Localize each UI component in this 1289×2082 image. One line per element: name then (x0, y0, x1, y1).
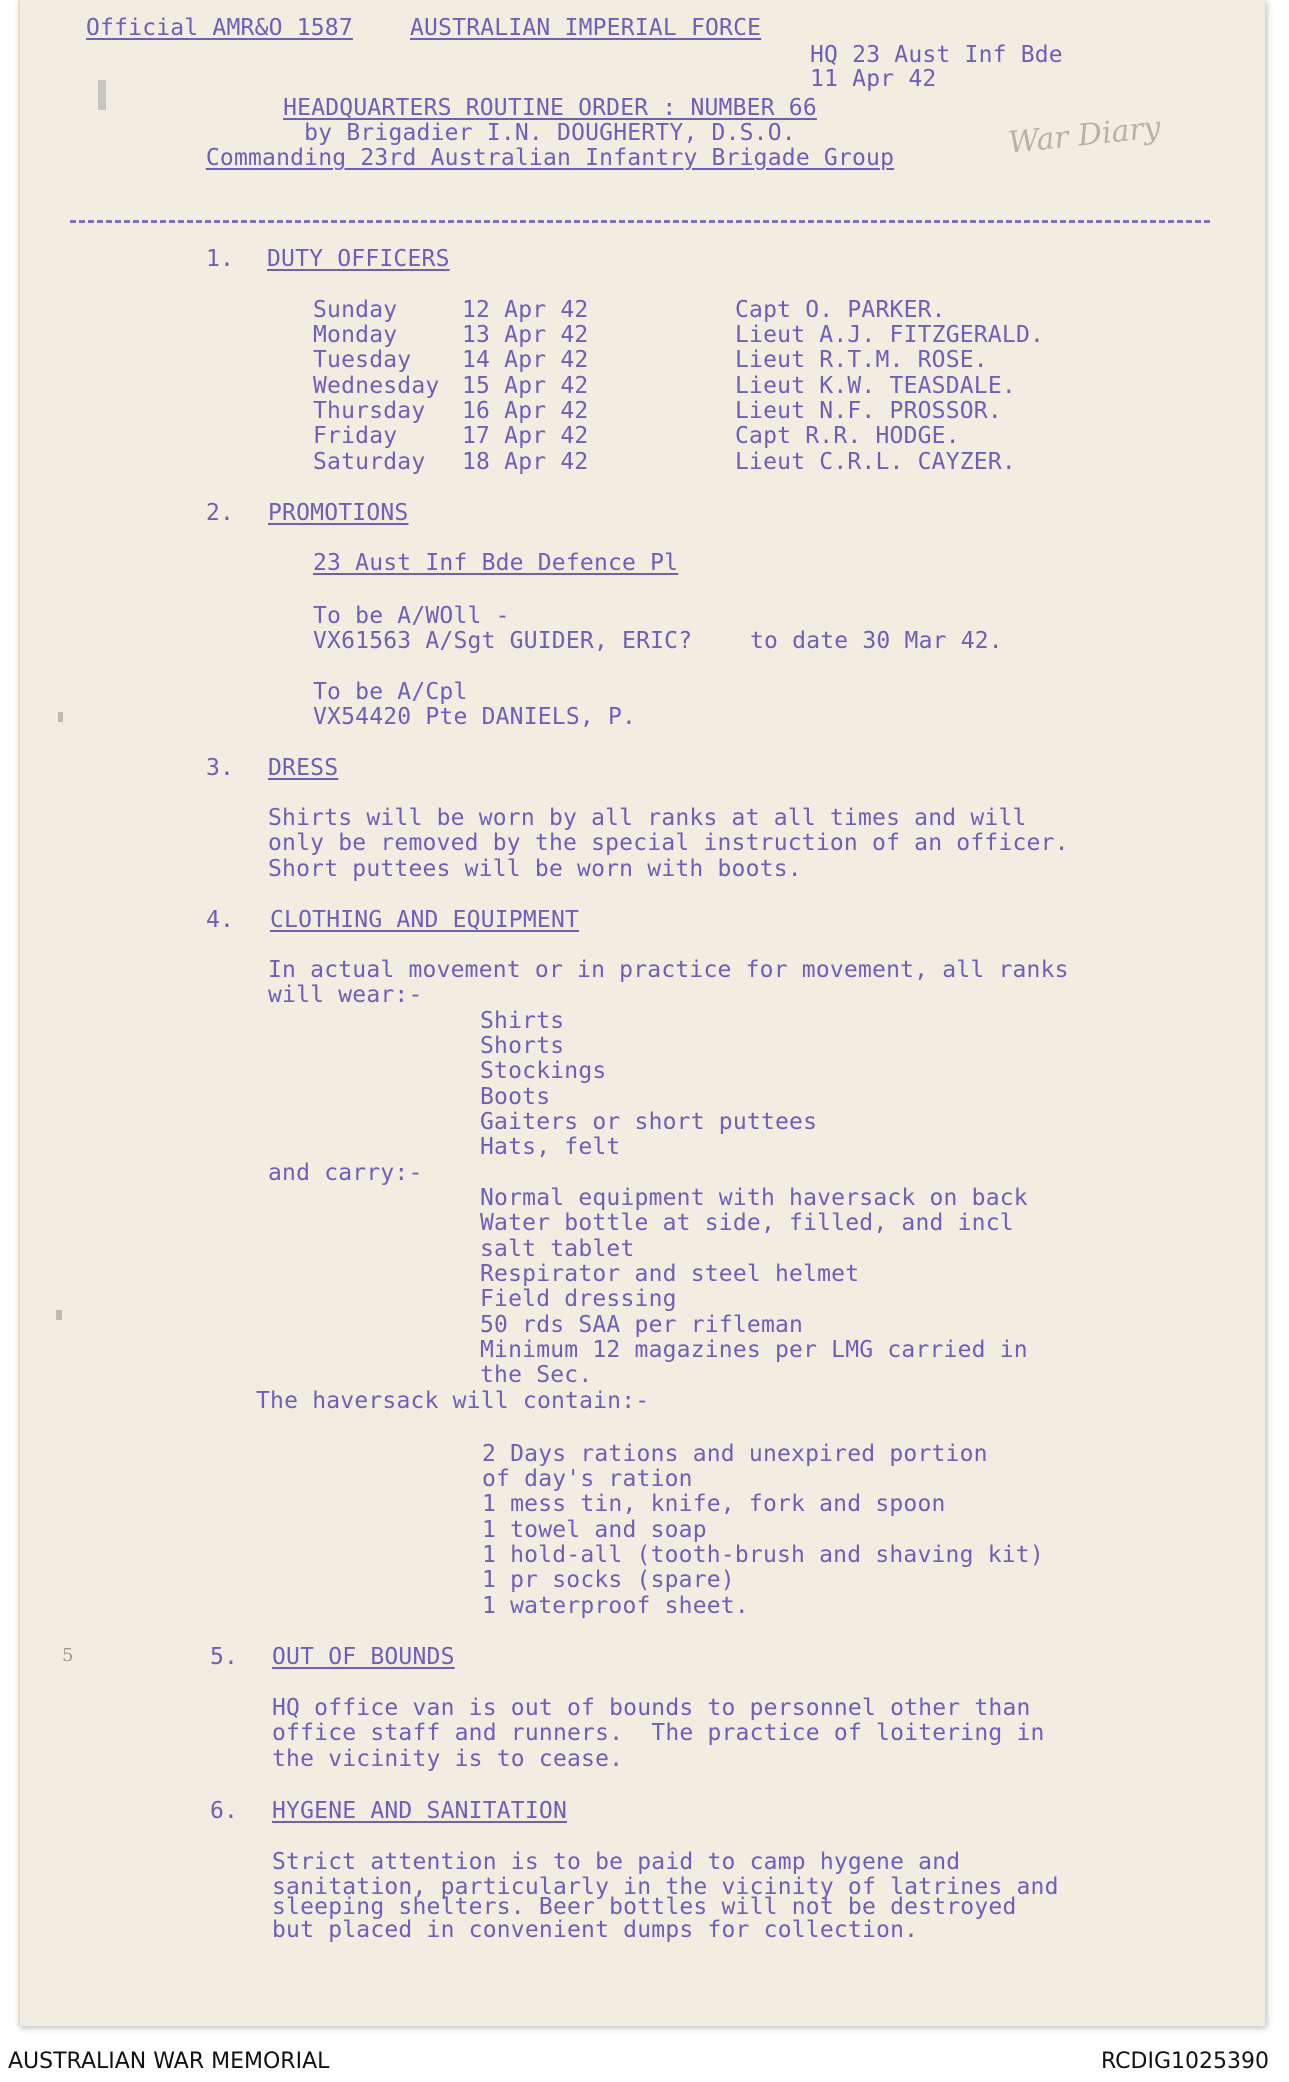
roster-day: Monday (313, 322, 398, 348)
commanding-line: Commanding 23rd Australian Infantry Brigade Group (205, 145, 895, 171)
section-title-out-of-bounds: OUT OF BOUNDS (272, 1644, 455, 1670)
dress-text-line: only be removed by the special instruction of an officer. (268, 830, 1069, 856)
section-number: 2. (206, 500, 235, 526)
roster-day: Saturday (313, 449, 426, 475)
roster-date: 15 Apr 42 (462, 373, 589, 399)
section-title-clothing: CLOTHING AND EQUIPMENT (270, 907, 580, 933)
wear-item: Gaiters or short puttees (480, 1109, 818, 1135)
haversack-item: 1 hold-all (tooth-brush and shaving kit) (482, 1542, 1044, 1568)
pencil-annotation: War Diary (1006, 110, 1163, 161)
punch-mark (98, 80, 106, 110)
promotion-effective-date: to date 30 Mar 42. (750, 628, 1003, 654)
dress-text-line: Short puttees will be worn with boots. (268, 856, 802, 882)
roster-day: Thursday (313, 398, 426, 424)
roster-day: Wednesday (313, 373, 440, 399)
wear-item: Shirts (480, 1008, 565, 1034)
archive-identifier: RCDIG1025390 (1100, 2049, 1269, 2074)
roster-day: Tuesday (313, 347, 412, 373)
roster-officer: Lieut A.J. FITZGERALD. (735, 322, 1045, 348)
hq-location: HQ 23 Aust Inf Bde (810, 42, 1063, 68)
brigadier-line: by Brigadier I.N. DOUGHERTY, D.S.O. (304, 120, 796, 146)
bounds-text-line: the vicinity is to cease. (272, 1746, 624, 1772)
roster-officer: Lieut K.W. TEASDALE. (735, 373, 1016, 399)
archive-credit: AUSTRALIAN WAR MEMORIAL (8, 2049, 330, 2074)
force-name: AUSTRALIAN IMPERIAL FORCE (410, 15, 762, 41)
clothing-intro-line: will wear:- (268, 982, 423, 1008)
official-reference: Official AMR&O 1587 (86, 15, 353, 41)
haversack-item: 1 towel and soap (482, 1517, 707, 1543)
roster-officer: Lieut C.R.L. CAYZER. (735, 449, 1016, 475)
promotion-unit: 23 Aust Inf Bde Defence Pl (313, 550, 679, 576)
carry-item: Field dressing (480, 1286, 677, 1312)
section-title-duty-officers: DUTY OFFICERS (267, 246, 450, 272)
hygiene-text-line: sleeping shelters. Beer bottles will not be destroyed (272, 1894, 1017, 1920)
promotion-name: VX54420 Pte DANIELS, P. (313, 704, 637, 730)
promotion-name: VX61563 A/Sgt GUIDER, ERIC? (313, 628, 693, 654)
roster-date: 16 Apr 42 (462, 398, 589, 424)
wear-item: Hats, felt (480, 1134, 621, 1160)
roster-date: 18 Apr 42 (462, 449, 589, 475)
roster-officer: Capt R.R. HODGE. (735, 423, 960, 449)
clothing-intro-line: In actual movement or in practice for movement, all ranks (268, 957, 1069, 983)
carry-item: Normal equipment with haversack on back (480, 1185, 1028, 1211)
carry-item: Water bottle at side, filled, and incl (480, 1210, 1014, 1236)
bounds-text-line: office staff and runners. The practice of loitering in (272, 1720, 1045, 1746)
carry-item: the Sec. (480, 1362, 593, 1388)
section-number: 3. (206, 755, 235, 781)
roster-officer: Lieut N.F. PROSSOR. (735, 398, 1002, 424)
carry-item: Respirator and steel helmet (480, 1261, 860, 1287)
haversack-item: 1 mess tin, knife, fork and spoon (482, 1491, 946, 1517)
roster-officer: Capt O. PARKER. (735, 297, 946, 323)
hygiene-text-line: sanitation, particularly in the vicinity of latrines and (272, 1874, 1059, 1900)
section-number: 1. (206, 246, 235, 272)
section-number: 6. (210, 1798, 239, 1824)
haversack-item: 2 Days rations and unexpired portion (482, 1441, 988, 1467)
roster-date: 13 Apr 42 (462, 322, 589, 348)
carry-item: Minimum 12 magazines per LMG carried in (480, 1337, 1028, 1363)
promotion-heading: To be A/Cpl (313, 679, 468, 705)
roster-date: 12 Apr 42 (462, 297, 589, 323)
wear-item: Boots (480, 1084, 551, 1110)
roster-date: 17 Apr 42 (462, 423, 589, 449)
dress-text-line: Shirts will be worn by all ranks at all times and will (268, 805, 1027, 831)
section-number: 5. (210, 1644, 239, 1670)
hygiene-text-line: but placed in convenient dumps for collection. (272, 1917, 919, 1943)
wear-item: Shorts (480, 1033, 565, 1059)
header-divider (70, 220, 1210, 223)
wear-item: Stockings (480, 1058, 607, 1084)
section-title-dress: DRESS (268, 755, 339, 781)
punch-mark (56, 1310, 62, 1320)
section-title-hygiene: HYGENE AND SANITATION (272, 1798, 567, 1824)
bounds-text-line: HQ office van is out of bounds to personnel other than (272, 1695, 1031, 1721)
hygiene-text-line: Strict attention is to be paid to camp hygene and (272, 1849, 961, 1875)
roster-date: 14 Apr 42 (462, 347, 589, 373)
section-number: 4. (206, 907, 235, 933)
order-date: 11 Apr 42 (810, 66, 937, 92)
carry-item: 50 rds SAA per rifleman (480, 1312, 804, 1338)
haversack-item: 1 waterproof sheet. (482, 1593, 749, 1619)
haversack-label: The haversack will contain:- (256, 1388, 650, 1414)
carry-label: and carry:- (268, 1160, 423, 1186)
margin-page-number: 5 (62, 1645, 74, 1666)
haversack-item: 1 pr socks (spare) (482, 1567, 735, 1593)
order-title: HEADQUARTERS ROUTINE ORDER : NUMBER 66 (283, 95, 817, 121)
roster-day: Sunday (313, 297, 398, 323)
promotion-heading: To be A/WOll - (313, 603, 510, 629)
carry-item: salt tablet (480, 1236, 635, 1262)
roster-day: Friday (313, 423, 398, 449)
haversack-item: of day's ration (482, 1466, 693, 1492)
section-title-promotions: PROMOTIONS (268, 500, 409, 526)
roster-officer: Lieut R.T.M. ROSE. (735, 347, 988, 373)
punch-mark (58, 712, 63, 722)
